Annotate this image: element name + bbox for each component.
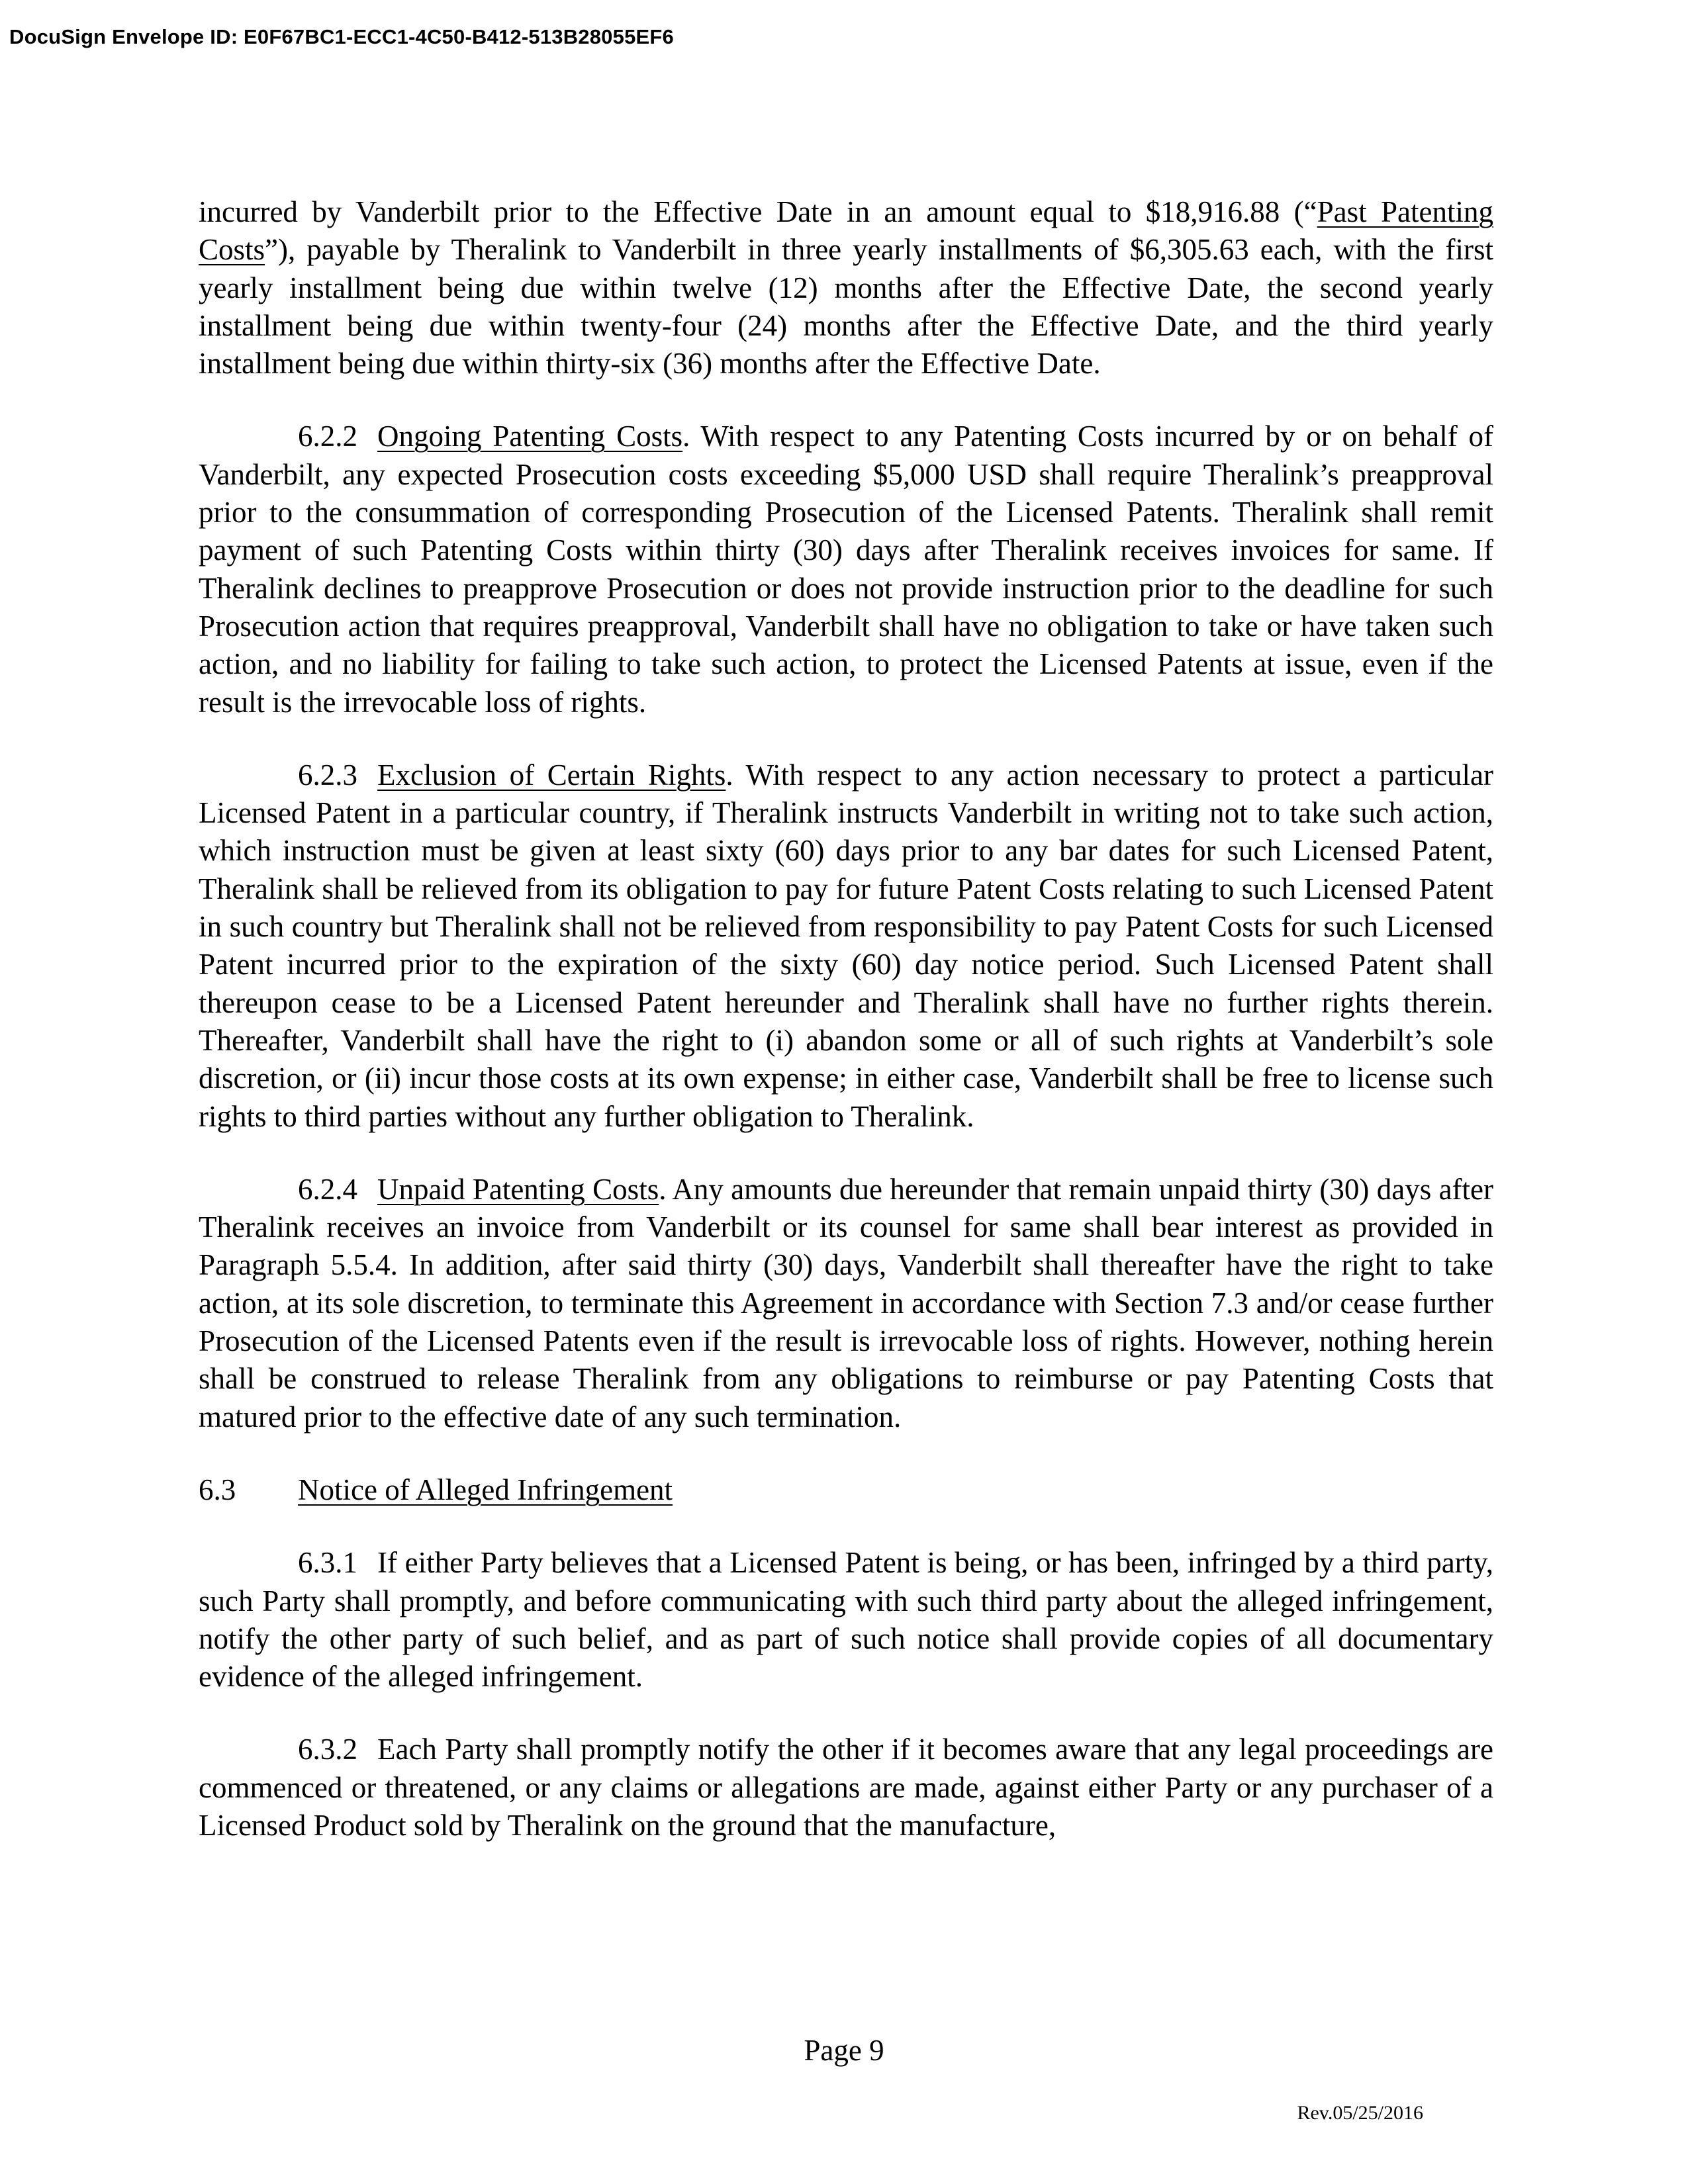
- section-6-3-1: [199, 1544, 1493, 1696]
- paragraph-text: incurred by Vanderbilt prior to the Effective Date in an amount equal to $18,916.88 (“: [199, 195, 1317, 228]
- paragraph-text: ”), payable by Theralink to Vanderbilt in three yearly installments of $6,305.63 each, with the first yearly installment being due within twelve (12) months after the Effective Date, the second yearly installment being due within twenty-four (24) months after the Effective Date, and the third yearly installment being due within thirty-six (36) months after the Effective Date.: [199, 233, 1493, 381]
- section-number: 6.2.3: [298, 758, 357, 792]
- section-title: Unpaid Patenting Costs: [377, 1172, 659, 1206]
- docusign-envelope-id: DocuSign Envelope ID: E0F67BC1-ECC1-4C50-B412-513B28055EF6: [9, 25, 674, 48]
- section-text: If either Party believes that a Licensed Patent is being, or has been, infringed by a third party, such Party shall promptly, and before communicating with such third party about the alleged infringement, notify the other party of such belief, and as part of such notice shall provide copies of all documentary evidence of the alleged infringement.: [199, 1546, 1493, 1694]
- section-number: 6.3.1: [298, 1546, 357, 1580]
- section-title: Notice of Alleged Infringement: [298, 1473, 673, 1506]
- section-title: Exclusion of Certain Rights: [377, 758, 726, 792]
- section-text: Each Party shall promptly notify the other if it becomes aware that any legal proceedings are commenced or threatened, or any claims or allegations are made, against either Party or any purchaser of a Licensed Product sold by Theralink on the ground that the manufacture,: [199, 1733, 1493, 1842]
- section-number: 6.2.2: [298, 420, 357, 453]
- section-number: 6.3.2: [298, 1733, 357, 1766]
- section-title: Ongoing Patenting Costs: [377, 420, 683, 453]
- section-text: . Any amounts due hereunder that remain unpaid thirty (30) days after Theralink receives an invoice from Vanderbilt or its counsel for same shall bear interest as provided in Paragraph 5.5.4. In addition, after said thirty (30) days, Vanderbilt shall thereafter have the right to take action, at its sole discretion, to terminate this Agreement in accordance with Section 7.3 and/or cease further Prosecution of the Licensed Patents even if the result is irrevocable loss of rights. However, nothing herein shall be construed to release Theralink from any obligations to reimburse or pay Patenting Costs that matured prior to the effective date of any such termination.: [199, 1172, 1493, 1433]
- revision-date: Rev.05/25/2016: [1297, 2102, 1423, 2124]
- section-6-2-4: [199, 1171, 1493, 1436]
- section-number: 6.2.4: [298, 1172, 357, 1206]
- document-body: [199, 193, 1493, 1880]
- section-6-3-2: [199, 1731, 1493, 1844]
- section-6-3-heading: [199, 1471, 1493, 1509]
- defined-term: Past Patenting Costs: [199, 195, 1493, 267]
- section-6-2-3: [199, 756, 1493, 1136]
- section-number: 6.3: [199, 1473, 236, 1506]
- section-text: . With respect to any Patenting Costs incurred by or on behalf of Vanderbilt, any expected Prosecution costs exceeding $5,000 USD shall require Theralink’s preapproval prior to the consummation of corresponding Prosecution of the Licensed Patents. Theralink shall remit payment of such Patenting Costs within thirty (30) days after Theralink receives invoices for same. If Theralink declines to preapprove Prosecution or does not provide instruction prior to the deadline for such Prosecution action that requires preapproval, Vanderbilt shall have no obligation to take or have taken such action, and no liability for failing to take such action, to protect the Licensed Patents at issue, even if the result is the irrevocable loss of rights.: [199, 420, 1493, 719]
- page-number: Page 9: [804, 2034, 884, 2067]
- paragraph-past-patenting-costs: [199, 193, 1493, 383]
- section-6-2-2: [199, 418, 1493, 721]
- section-text: . With respect to any action necessary to protect a particular Licensed Patent in a particular country, if Theralink instructs Vanderbilt in writing not to take such action, which instruction must be given at least sixty (60) days prior to any bar dates for such Licensed Patent, Theralink shall be relieved from its obligation to pay for future Patent Costs relating to such Licensed Patent in such country but Theralink shall not be relieved from responsibility to pay Patent Costs for such Licensed Patent incurred prior to the expiration of the sixty (60) day notice period. Such Licensed Patent shall thereupon cease to be a Licensed Patent hereunder and Theralink shall have no further rights therein. Thereafter, Vanderbilt shall have the right to (i) abandon some or all of such rights at Vanderbilt’s sole discretion, or (ii) incur those costs at its own expense; in either case, Vanderbilt shall be free to license such rights to third parties without any further obligation to Theralink.: [199, 758, 1494, 1133]
